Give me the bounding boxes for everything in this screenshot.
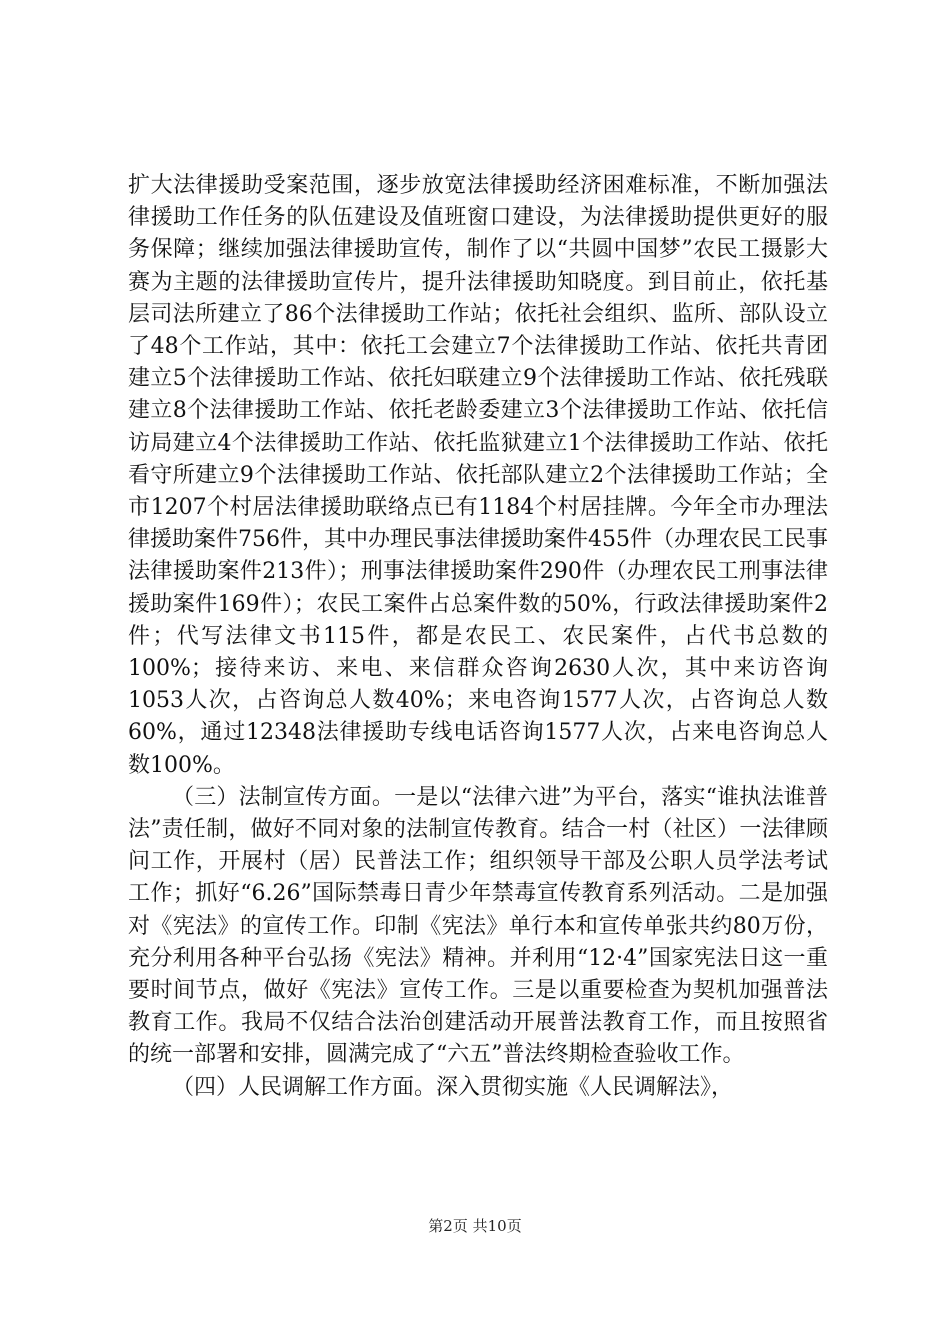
paragraph-people-mediation: （四）人民调解工作方面。深入贯彻实施《人民调解法》， bbox=[172, 1074, 734, 1100]
document-body bbox=[128, 170, 828, 1104]
page-footer: 第2页 共10页 bbox=[428, 1217, 522, 1235]
paragraph-legal-aid: 扩大法律援助受案范围，逐步放宽法律援助经济困难标准，不断加强法律援助工作任务的队伍建设及值班窗口建设，为法律援助提供更好的服务保障；继续加强法律援助宣传，制作了以“共圆中国梦”农民工摄影大赛为主题的法律援助宣传片，提升法律援助知晓度。到目前止，依托基层司法所建立了86个法律援助工作站；依托社会组织、监所、部队设立了48个工作站，其中：依托工会建立7个法律援助工作站、依托共青团建立5个法律援助工作站、依托妇联建立9个法律援助工作站、依托残联建立8个法律援助工作站、依托老龄委建立3个法律援助工作站、依托信访局建立4个法律援助工作站、依托监狱建立1个法律援助工作站、依托看守所建立9个法律援助工作站、依托部队建立2个法律援助工作站；全市1207个村居法律援助联络点已有1184个村居挂牌。今年全市办理法律援助案件756件，其中办理民事法律援助案件455件（办理农民工民事法律援助案件213件）；刑事法律援助案件290件（办理农民工刑事法律援助案件169件）；农民工案件占总案件数的50%，行政法律援助案件2件；代写法律文书115件，都是农民工、农民案件，占代书总数的100%；接待来访、来电、来信群众咨询2630人次，其中来访咨询1053人次，占咨询总人数40%；来电咨询1577人次，占咨询总人数60%，通过12348法律援助专线电话咨询1577人次，占来电咨询总人数100%。 bbox=[128, 173, 828, 778]
paragraph-legal-publicity: （三）法制宣传方面。一是以“法律六进”为平台，落实“谁执法谁普法”责任制，做好不同对象的法制宣传教育。结合一村（社区）一法律顾问工作，开展村（居）民普法工作；组织领导干部及公职人员学法考试工作；抓好“6.26”国际禁毒日青少年禁毒宣传教育系列活动。二是加强对《宪法》的宣传工作。印制《宪法》单行本和宣传单张共约80万份，充分利用各种平台弘扬《宪法》精神。并利用“12·4”国家宪法日这一重要时间节点，做好《宪法》宣传工作。三是以重要检查为契机加强普法教育工作。我局不仅结合法治创建活动开展普法教育工作，而且按照省的统一部署和安排，圆满完成了“六五”普法终期检查验收工作。 bbox=[128, 784, 828, 1068]
